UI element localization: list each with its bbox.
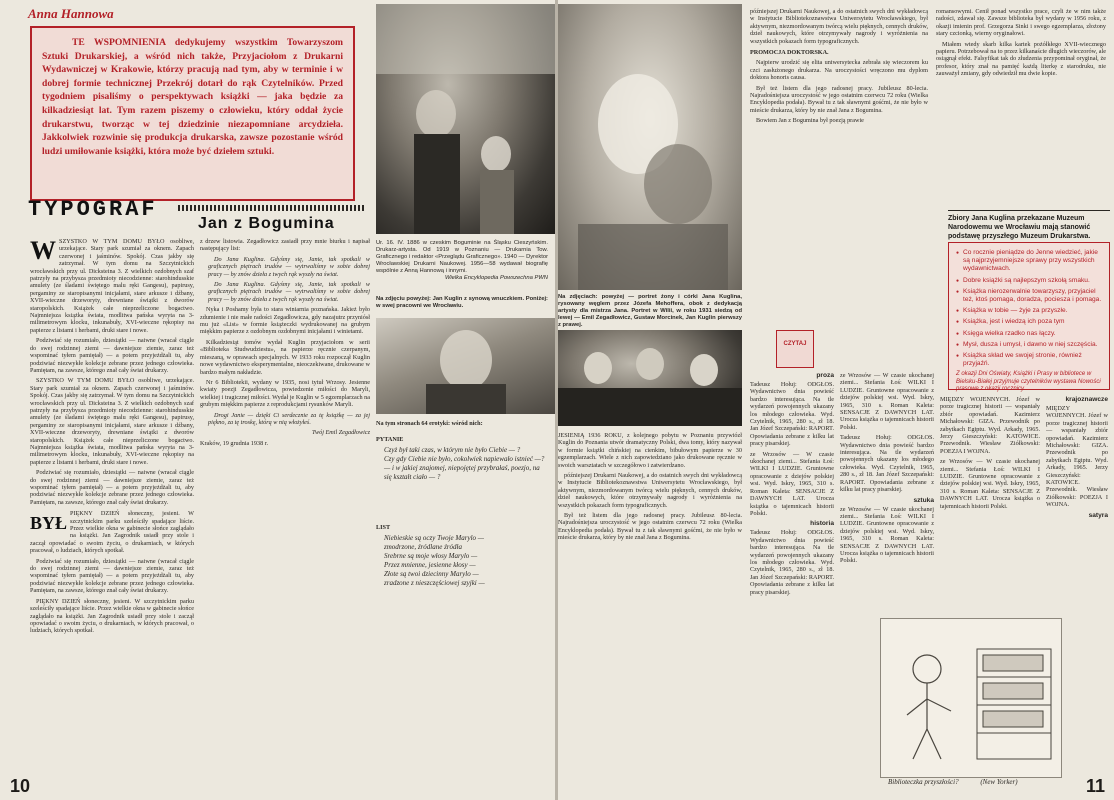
reviews-text-b-end: ze Wrzosów — W czasie ukochanej ziemi... Stefania Łoś: WILKI I LUDZIE. Gruntowne opracowanie z dziejów polskiej wsi. Wyd. Iskry, 1965, 310 s. Roman Kaleta: SENSACJE Z DAWNYCH LAT. Urocza książka o tajemnicach historii Polski. [840,505,934,565]
col1-text-b-more: Podziwiać się rozumiało, dziesiątki — naiwne (wracał ciągle do swej rodzinnej ziemi — dawniejsze ziemie, zaraz też wspominać tyłem pamiętał) — a potem przyjeżdżali tu, aby podziwiać niezwykłe kolekcje zebrane przez jednego człowieka. Pamiętam, na zawsze, którego znał cały świat drukarzy. [30,469,194,506]
page-number-left: 10 [10,776,31,796]
col2-text-c: Kilkadziesiąt tomów wydał Kuglin przyjaciołom w serii «Biblioteka Studwudziestu», na papierze ręcznie czerpanym, mieszaną, w oprawach specjalnych. W 1933 roku rozpoczął Kuglin nowe wydawnictwo eksperymentalne, nieoczekiwane, drukowane w bardzo małym nakładzie. [200,338,370,376]
headline-subtitle: Jan z Bogumina [198,215,335,232]
book-quote: ● Mysł, dusza i umysł, i dawno w niej szczęścia. [956,341,1102,349]
center-col-text-end: Był też listem dla jego radosnej pracy. Jubileusz 80-lecia. Najradośniejsza uroczystość w jego ostatnim czerwcu 72 roku (Wielka Encyklopedia podała). Bywał tu z tak sławnymi gośćmi, że nie było w mieście drukarza, który by nie znał Jana z Bogumina. [558,512,742,542]
col1-text-c-more: Podziwiać się rozumiało, dziesiątki — naiwne (wracał ciągle do swej rodzinnej ziemi — dawniejsze ziemie, zaraz też wspominać tyłem pamiętał) — a potem przyjeżdżali tu, aby podziwiać niezwykłe kolekcje zebrane przez jednego człowieka. Pamiętam, na zawsze, którego znał cały świat drukarzy. [30,557,194,595]
verse-pytanie: Czyż był taki czas, w którym nie było Ciebie — ? Czy gdy Ciebie nie było, cokolwiek napiewało istnieć —? — i w jakiej znajomej, niepojętej przybrałaś, poezjo, na się kształt ciało — ? [384,446,545,481]
review-label-sztuka: sztuka [913,496,934,504]
photo-caption-portrait: Na zdjęciach: powyżej — portret żony i córki Jana Kuglina, rysowany węglem przez Józefa Mehoffera, obok z dedykacją artysty dla mistrza Jana. Portret w Wilii, w roku 1931 siedzą od lewej — Emil Zegadłowicz, Gustaw Morcinek, Jan Kuglin pierwszy z prawej. [558,294,742,328]
right-col1-head: PROMOCJA DOKTORSKA. [750,49,829,57]
col2-signoff: Twój Emil Zegadłowicz [312,429,370,437]
col2-text-d: Nr 6 Bibliotekii, wydany w 1935, nosi tytuł Wrzosy. Jesienne kwiaty poezji Zegadłowicza, powiedzenie miłości do Maryli, wielkiej i tragicznej miłości. Wydał je Kuglin w 5 egzemplarzach na grubym miękkim papierze z reprodukcjami rysunków Maryli. [200,378,370,409]
col1-text-b-repeat: SZYSTKO W TYM DOMU BYŁO osobliwe, urzekające. Stary park szumiał za oknem. Zapach czerwonej i jaśminów. Spokój. Czas jakby się zatrzymał. W tym domu na Szczytnickich wrocławskich przy ul. Dicksteina 3. Z wielkich ozdobnych szaf patrzyły na przybysza przedmioty niecodzienne: starohindusskie amulety (ze śladami świętego malu ręki Gangesu), papirusy, pergaminy ze staropisanymi inicjałami, stare arkusze i dźbany, XVII-wieczne drzeworyty, drewniane świątki z dworów staropolskich. Książek całe nieprzeliczone bogactwo. Najmniejsza książka świata, modlitwa pańska wyryta na 3-milimetrowym klocku, inkunabuły, XVI-wieczne rękopisy na papierze z listami i herbami, druki stare i nowe. [30,377,194,466]
col1-text-c: PIĘKNY DZIEŃ słoneczny, jesieni. W szczytnickim parku szeleściły spadające liście. Przez wielkie okna w gabinecie słońce zaglądało na książki. Jan Zagrodnik usiadł przy stole i zaczął opowiadać o swoim życiu, o drukarniach, w których pracował, o ludziach, których spotkał. [30,510,194,555]
reviews-text-a: Tadeusz Hołuj: ODGŁOS. Wydawnictwo dnia powieść bardzo interesująca. Na tle wydarzeń powojennych ukazany los młodego człowieka. Wyd. Czytelnik, 1965, 280 s., zł 18. Jan Józef Szczepański: RAPORT. Opowiadania zebrane z kilku lat pracy pisarskiej. [750,381,834,448]
right-col2-text: romansowymi. Cenił ponad wszystko prace, czyli że w nim także radości, zdawał się. Zawsze biblioteka był wydany w 1956 roku, z okazji imienin prof. Grzegorza Sinki i swego egzemplarza, złożony stary czcionką, wierny oryginałowi. [936,8,1106,38]
book-quote: ● Książka, jest i wiedzą ich poza tym [956,318,1102,326]
photo-kuglin-workshop [376,318,556,414]
photo-caption-grandson: Na zdjęciu powyżej: Jan Kuglin z synową wnuczkiem. Poniżej: w swej pracowni we Wrocławiu. [376,296,548,309]
right-col1-text-b: Najpierw urodzić się elita uniwersytecka zebrała się wieczorem ku czci zasłużonego drukarza. Na uroczystości wręczono mu dyplom doktora honoris causa. [750,59,928,82]
intro-text: TE WSPOMNIENIA dedykujemy wszystkim Towarzyszom Sztuki Drukarskiej, a wśród nich także, Przyjaciołom z Drukarni Wydawniczej w Krakowie, którzy pracują nad tym, aby w terminie i w dobrej formie technicznej Przekrój dotarł do rąk Czytelników. Przed tygodniem pisaliśmy o perspektywach książki — jaka będzie za kilkadziesiąt lat. Tym razem piszemy o człowieku, który oddał życie drukarstwu, tworząc w tej dziedzinie niezapomniane arcydzieła. Jakkolwiek rozwinie się produkcja drukarska, zawsze pozostanie wśród ludzi umiłowanie książki, która może być dziełem sztuki. [42,37,343,157]
headline-title: TYPOGRAF [28,197,158,222]
right-col1-text-d: Bowiem Jan z Bogumina był poezją prawie [756,117,864,125]
col1-text: SZYSTKO W TYM DOMU BYŁO osobliwe, urzekające. Stary park szumiał za oknem. Zapach czerwonej i jaśminów. Spokój. Czas jakby się zatrzymał. W tym domu na Szczytnickich wrocławskich przy ul. Dicksteina 3. Z wielkich ozdobnych szaf patrzyły na przybysza przedmioty niecodzienne: starohindusskie amulety (ze śladami świętego malu ręki Gangesu), papirusy, pergaminy ze staropisanymi inicjałami, stare arkusze i dźbany, XVII-wieczne drzeworyty, drewniane świątki z dworów staropolskich. Książek całe nieprzeliczone bogactwo. Najmniejsza książka świata, modlitwa pańska wyryta na 3-milimetrowym klocku, inkunabuły, XVI-wieczne rękopisy na papierze z listami i herbami, druki stare i nowe. [30,238,194,334]
photo-kuglin-with-grandson [376,4,556,234]
reviews-column-d [1046,396,1108,614]
review-label-krajoznawcze: krajoznawcze [1065,396,1108,403]
reviews-text-c: MIĘDZY WOJENNYCH. Józef w porze tragicznej historii — wspaniały zbiór opowiadań. Kazimierz Michałowski: GIZA. Przewodnik po zabytkach Egiptu. Wyd. Arkady, 1965. Jerzy Gieszczyński: KATOWICE. Przewodnik. Wiesław Ziółkowski: POEZJA I WOJNA. [940,396,1040,455]
reviews-text-b-more: Tadeusz Hołuj: ODGŁOS. Wydawnictwo dnia powieść bardzo interesująca. Na tle wydarzeń powojennych ukazany los młodego człowieka. Wyd. Czytelnik, 1965, 280 s., zł 18. Jan Józef Szczepański: RAPORT. Opowiadania zebrane z kilku lat pracy pisarskiej. [840,434,934,494]
cartoon-drawing [881,619,1061,777]
review-label-proza: proza [816,372,834,379]
left-column-1 [30,238,194,773]
right-column-2 [936,8,1106,204]
reviews-text-a-more: ze Wrzosów — W czasie ukochanej ziemi... Stefania Łoś: WILKI I LUDZIE. Gruntowne opracowanie z dziejów polskiej wsi. Wyd. Iskry, 1965, 310 s. Roman Kaleta: SENSACJE Z DAWNYCH LAT. Urocza książka o tajemnicach historii Polski. [750,450,834,517]
col2-text: z drzew listowia. Zegadłowicz zasiadł przy mnie biurku i napisał następujący list: [200,238,370,253]
article-headline [28,197,368,237]
review-label-satyra: satyra [1088,511,1108,519]
photo-portrait-drawing [558,4,742,290]
reviews-column-a [750,372,834,772]
book-quotes-box [948,242,1110,393]
reviews-text-a-end: Tadeusz Hołuj: ODGŁOS. Wydawnictwo dnia powieść bardzo interesująca. Na tle wydarzeń powojennych ukazany los młodego człowieka. Wyd. Czytelnik, 1965, 280 s., zł 18. Jan Józef Szczepański: RAPORT. Opowiadania zebrane z kilku lat pracy pisarskiej. [750,529,834,596]
cartoon-illustration [880,618,1062,778]
photo-caption-bio [376,240,548,282]
verse-label-list: LIST [376,524,391,531]
reviews-text-d: MIĘDZY WOJENNYCH. Józef w porze tragicznej historii — wspaniały zbiór opowiadań. Kazimierz Michałowski: GIZA. Przewodnik po zabytkach Egiptu. Wyd. Arkady, 1965. Jerzy Gieszczyński: KATOWICE. Przewodnik. Wiesław Ziółkowski: POEZJA I WOJNA. [1046,405,1108,509]
photo-group-men [558,330,742,426]
right-col1-text: późniejszej Drukarni Naukowej, a do ostatnich swych dni wykładowcą w Instytucie Bibliotekoznawstwa Uniwersytetu Wrocławskiego, był aktywnym, niezmordowanym twórcą wielu pięknych, cennych druków, dzieł naukowych, które otrzymywały nagrody i wyróżnienia na wszystkich pokazach form typograficznych. [750,8,928,45]
col1-text-c-end: PIĘKNY DZIEŃ słoneczny, jesieni. W szczytnickim parku szeleściły spadające liście. Przez wielkie okna w gabinecie słońce zaglądało na książki. Jan Zagrodnik usiadł przy stole i zaczął opowiadać o swoim życiu, o drukarniach, w których pracował, o ludziach, których spotkał. [30,597,194,635]
photo-figures [376,4,556,234]
box-footer: Z okazji Dni Oświaty, Książki i Prasy w bibliotece w Bielsku-Białej przyjmuje czytelników wystawa Nowości prasowe z okazji rocznicy. [956,371,1101,393]
col1-text-b: Podziwiać się rozumiało, dziesiątki — naiwne (wracał ciągle do swej rodzinnej ziemi — dawniejsze ziemie, zaraz też wspominać tyłem pamiętał) — a potem przyjeżdżali tu, aby podziwiać niezwykłe kolekcje zebrane przez jednego człowieka. Pamiętam, na zawsze, którego znał cały świat drukarzy. [30,337,194,374]
right-page [558,0,1114,800]
intro-box [30,26,355,201]
cartoon-credit: (New Yorker) [980,778,1018,786]
col2-letter-b: Drogi Janie — dzięki Ci serdecznie za tę książkę — za jej piękno, za tę troskę, którą w nią włożyłeś. [208,411,370,426]
left-page [0,0,556,800]
page-number-right: 11 [1086,776,1106,796]
col2-letter: Do Jana Kuglina. Gdyśmy się, Janie, tak spotkali w graficznych piętrach trudów — wytrwaliśmy w sobie dobrej pracy — by znów dzieła z twych rąk wyszły na świat. [208,255,370,278]
right-col1-text-c: Był też listem dla jego radosnej pracy. Jubileusz 80-lecia. Najradośniejsza uroczystość w jego ostatnim czerwcu 72 roku (Wielka Encyklopedia podała). Bywał tu z tak sławnymi gośćmi, że nie było w mieście drukarza, który by nie znał Jana z Bogumina. [750,84,928,114]
book-quote: ● Książka w tobie — żyje za przyszłe. [956,307,1102,315]
right-column-center [558,432,742,772]
caption-bio-source: Wielka Encyklopedia Powszechna PWN [444,275,548,281]
verse-list: Niebieskie są oczy Twoje Marylo — zmodrzone, źródlane źródła Srebrne są moje włosy Marylo — Przez mnienne, jesienne kłosy — Złote są twoi dziecinny Marylo — zradzone z nieszczęściowej szyjki — [384,534,485,587]
col3-heading: Na tym stronach 64 erotyki: wśród nich: [376,420,483,427]
right-col2-text-b: Miałem wtedy skarb kilka kartek pożółkłego XVII-wiecznego papieru. Potrzebował na to przez kilkanaście długich wieczorów, ale osiągnął efekt. Falsyfikat tak do złudzenia przypominał oryginał, że profesor, który znał na pamięć każdą literkę z starodruku, nie zauważył zmiany, gdy odwiedził mu dwie kopie. [936,40,1106,78]
right-column-1 [750,8,928,308]
verse-label-pytanie: PYTANIE [376,436,404,443]
book-quotes-list [956,249,1102,368]
book-quote: ● Księga wielka rzadko nas łączy. [956,330,1102,338]
col2-letter-more: Do Jana Kuglina. Gdyśmy się, Janie, tak spotkali w graficznych piętrach trudów — wytrwaliśmy w sobie dobrej pracy — by znów dzieła z twych rąk wyszły na świat. [208,281,370,303]
book-quote: ● Co rocznie pieniądze do Jenne wiedzieć, jakie są najprzyjemniejsze sprawy przy wszystkich wydawnictwach. [956,249,1102,274]
center-col-text-more: późniejszej Drukarni Naukowej, a do ostatnich swych dni wykładowcą w Instytucie Bibliotekoznawstwa Uniwersytetu Wrocławskiego, był aktywnym, niezmordowanym twórcą wielu pięknych, cennych druków, dzieł naukowych, które otrzymywały nagrody i wyróżnienia na wszystkich pokazach form typograficznych. [558,472,742,509]
czytaj-logo-icon: CZYTAJ [776,330,814,368]
left-column-2 [200,238,370,773]
dropcap-byl: BYŁ [30,513,68,534]
book-quote: ● Książka skład we swojej stronie, również przyjaźń. [956,352,1102,368]
caption-bio-text: Ur. 16. IV. 1886 w czeskim Boguminie na Śląsku Cieszyńskim. Drukarz-artysta. Od 1919 w Poznaniu — Drukarnia Tow. Graficznego i redaktor «Przeglądu Graficznego». 1940 — Dyrektor Wrocławskiej Drukarni Naukowej. 1956—58 wydawał biografię wspólnie z Anną Hannową i innymi. [376,240,548,274]
center-col-text: JESIENIĄ 1936 ROKU, z kolejnego pobytu w Poznaniu przywiózł Kuglin do Poznania utwór dramatyczny Polski, dwa tomy, który nazywał w formie książki chińskiej na cienkim, bibułowym papierze w 30 egzemplarzach. Wiele z nich zapowiedziano jako drukowane ręcznie w swoich warsztatach w szczegółowo i zatwierdzano. [558,432,742,469]
book-quote: ● Dobre książki są najlepszym szkołą smaku. [956,277,1102,285]
reviews-text-c-more: ze Wrzosów — W czasie ukochanej ziemi... Stefania Łoś: WILKI I LUDZIE. Gruntowne opracowanie z dziejów polskiej wsi. Wyd. Iskry, 1965, 310 s. Roman Kaleta: SENSACJE Z DAWNYCH LAT. Urocza książka o tajemnicach historii Polski. [940,458,1040,510]
col2-place: Kraków, 19 grudnia 1938 r. [200,439,268,447]
cartoon-caption-text: Biblioteczka przyszłości? [888,778,959,786]
author-name: Anna Hannowa [28,6,114,21]
book-quote: ● Książka nierozerwalnie towarzyszy, przyjaciel też, ktoś pomaga, doradza, pociesza i pomaga. [956,288,1102,304]
col2-text-b: Nyka i Poshamy była to stara winiarnia poznańska. Jakież było zdumienie i nie małe radości Zegadłowicza, gdy nazajutrz przyniósł mu już «List» w formie książeczki wydrukowanej na grubym miękkim papierze z ozdobnym ozdobnymi inicjałami i winietami. [200,306,370,336]
cartoon-caption [888,778,1018,786]
reviews-column-c [940,396,1040,614]
reviews-text-b: ze Wrzosów — W czasie ukochanej ziemi... Stefania Łoś: WILKI I LUDZIE. Gruntowne opracowanie z dziejów polskiej wsi. Wyd. Iskry, 1965, 310 s. Roman Kaleta: SENSACJE Z DAWNYCH LAT. Urocza książka o tajemnicach historii Polski. [840,372,934,431]
review-label-historia: historia [810,520,834,528]
collections-note: Zbiory Jana Kuglina przekazane Muzeum Narodowemu we Wrocławiu mają stanowić podstawę przyszłego Muzeum Drukarstwa. [948,210,1110,241]
dropcap-w: W [30,238,56,265]
headline-rule [178,205,366,211]
